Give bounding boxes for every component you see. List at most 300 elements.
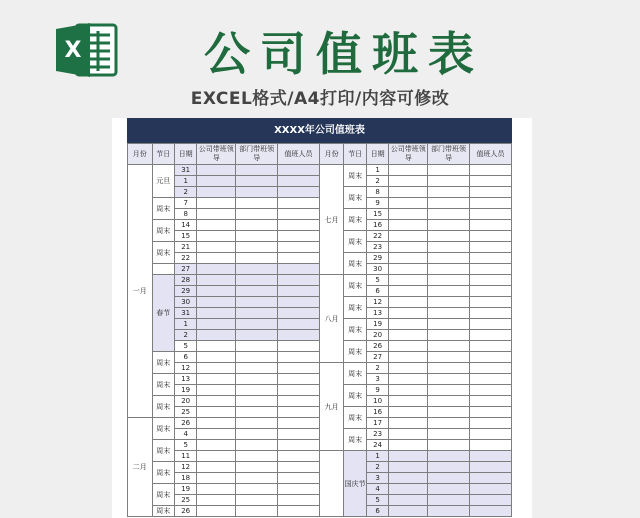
holiday-cell: 周末 <box>152 374 174 396</box>
date-cell: 2 <box>174 330 196 341</box>
company-leader-cell[interactable] <box>197 231 236 242</box>
duty-staff-cell[interactable] <box>469 363 511 374</box>
date-cell: 10 <box>366 396 388 407</box>
company-leader-cell[interactable] <box>389 418 428 429</box>
dept-leader-cell[interactable] <box>236 374 278 385</box>
duty-staff-cell[interactable] <box>278 275 320 286</box>
dept-leader-cell[interactable] <box>428 495 470 506</box>
company-leader-cell[interactable] <box>389 440 428 451</box>
excel-logo-icon <box>54 21 118 79</box>
company-leader-cell[interactable] <box>389 407 428 418</box>
dept-leader-cell[interactable] <box>428 484 470 495</box>
dept-leader-cell[interactable] <box>236 451 278 462</box>
company-leader-cell[interactable] <box>389 385 428 396</box>
duty-staff-cell[interactable] <box>278 462 320 473</box>
company-leader-cell[interactable] <box>197 506 236 517</box>
header-cell: 月份 <box>319 144 344 165</box>
date-cell: 3 <box>366 374 388 385</box>
date-cell: 22 <box>366 231 388 242</box>
duty-staff-cell[interactable] <box>278 330 320 341</box>
month-cell: 七月 <box>319 165 344 275</box>
dept-leader-cell[interactable] <box>236 407 278 418</box>
company-leader-cell[interactable] <box>389 187 428 198</box>
dept-leader-cell[interactable] <box>236 440 278 451</box>
duty-staff-cell[interactable] <box>278 286 320 297</box>
duty-staff-cell[interactable] <box>278 231 320 242</box>
company-leader-cell[interactable] <box>389 264 428 275</box>
duty-staff-cell[interactable] <box>469 506 511 517</box>
date-cell: 17 <box>366 418 388 429</box>
dept-leader-cell[interactable] <box>428 363 470 374</box>
company-leader-cell[interactable] <box>389 352 428 363</box>
date-cell: 30 <box>174 297 196 308</box>
date-cell: 21 <box>174 242 196 253</box>
holiday-cell: 周末 <box>344 187 366 209</box>
dept-leader-cell[interactable] <box>428 407 470 418</box>
date-cell: 20 <box>366 330 388 341</box>
duty-staff-cell[interactable] <box>469 352 511 363</box>
date-cell: 4 <box>174 429 196 440</box>
date-cell: 7 <box>174 198 196 209</box>
date-cell: 19 <box>366 319 388 330</box>
company-leader-cell[interactable] <box>389 396 428 407</box>
duty-staff-cell[interactable] <box>278 209 320 220</box>
holiday-cell: 周末 <box>152 220 174 242</box>
dept-leader-cell[interactable] <box>236 253 278 264</box>
duty-staff-cell[interactable] <box>469 440 511 451</box>
duty-staff-cell[interactable] <box>278 176 320 187</box>
duty-staff-cell[interactable] <box>278 319 320 330</box>
dept-leader-cell[interactable] <box>428 341 470 352</box>
company-leader-cell[interactable] <box>389 506 428 517</box>
date-cell: 5 <box>366 495 388 506</box>
duty-staff-cell[interactable] <box>469 385 511 396</box>
dept-leader-cell[interactable] <box>236 264 278 275</box>
company-leader-cell[interactable] <box>389 319 428 330</box>
date-cell: 16 <box>366 407 388 418</box>
dept-leader-cell[interactable] <box>428 209 470 220</box>
date-cell: 2 <box>366 363 388 374</box>
holiday-cell: 周末 <box>152 198 174 220</box>
date-cell: 9 <box>366 385 388 396</box>
duty-staff-cell[interactable] <box>469 176 511 187</box>
date-cell: 29 <box>366 253 388 264</box>
dept-leader-cell[interactable] <box>236 363 278 374</box>
duty-staff-cell[interactable] <box>469 484 511 495</box>
duty-staff-cell[interactable] <box>278 297 320 308</box>
date-cell: 8 <box>366 187 388 198</box>
company-leader-cell[interactable] <box>389 253 428 264</box>
company-leader-cell[interactable] <box>389 297 428 308</box>
date-cell: 4 <box>366 484 388 495</box>
dept-leader-cell[interactable] <box>236 165 278 176</box>
dept-leader-cell[interactable] <box>428 187 470 198</box>
dept-leader-cell[interactable] <box>236 209 278 220</box>
duty-staff-cell[interactable] <box>469 253 511 264</box>
company-leader-cell[interactable] <box>197 407 236 418</box>
table-row <box>128 165 512 176</box>
duty-staff-cell[interactable] <box>469 330 511 341</box>
dept-leader-cell[interactable] <box>236 308 278 319</box>
dept-leader-cell[interactable] <box>428 440 470 451</box>
duty-staff-cell[interactable] <box>278 418 320 429</box>
dept-leader-cell[interactable] <box>236 385 278 396</box>
duty-staff-cell[interactable] <box>469 418 511 429</box>
dept-leader-cell[interactable] <box>428 385 470 396</box>
date-cell: 31 <box>174 165 196 176</box>
date-cell: 13 <box>366 308 388 319</box>
company-leader-cell[interactable] <box>197 264 236 275</box>
dept-leader-cell[interactable] <box>236 176 278 187</box>
duty-staff-cell[interactable] <box>469 187 511 198</box>
table-header-row <box>128 144 512 165</box>
company-leader-cell[interactable] <box>389 165 428 176</box>
holiday-cell: 春节 <box>152 275 174 352</box>
company-leader-cell[interactable] <box>197 308 236 319</box>
duty-staff-cell[interactable] <box>469 286 511 297</box>
company-leader-cell[interactable] <box>197 297 236 308</box>
dept-leader-cell[interactable] <box>236 352 278 363</box>
duty-staff-cell[interactable] <box>469 451 511 462</box>
date-cell: 8 <box>174 209 196 220</box>
company-leader-cell[interactable] <box>197 176 236 187</box>
holiday-cell: 周末 <box>344 385 366 407</box>
date-cell: 12 <box>174 363 196 374</box>
date-cell: 14 <box>174 220 196 231</box>
date-cell: 15 <box>366 209 388 220</box>
company-leader-cell[interactable] <box>389 484 428 495</box>
dept-leader-cell[interactable] <box>428 330 470 341</box>
date-cell: 29 <box>174 286 196 297</box>
holiday-cell: 周末 <box>152 462 174 484</box>
date-cell: 12 <box>174 462 196 473</box>
duty-staff-cell[interactable] <box>469 297 511 308</box>
date-cell: 15 <box>174 231 196 242</box>
company-leader-cell[interactable] <box>197 374 236 385</box>
duty-staff-cell[interactable] <box>278 473 320 484</box>
duty-staff-cell[interactable] <box>278 187 320 198</box>
company-leader-cell[interactable] <box>197 330 236 341</box>
dept-leader-cell[interactable] <box>428 429 470 440</box>
page-subtitle: EXCEL格式/A4打印/内容可修改 <box>190 89 450 109</box>
holiday-cell: 周末 <box>152 506 174 517</box>
header-cell: 日期 <box>174 144 196 165</box>
company-leader-cell[interactable] <box>389 451 428 462</box>
table-body <box>128 165 512 517</box>
company-leader-cell[interactable] <box>197 451 236 462</box>
company-leader-cell[interactable] <box>389 363 428 374</box>
date-cell: 27 <box>366 352 388 363</box>
date-cell: 22 <box>174 253 196 264</box>
duty-staff-cell[interactable] <box>278 440 320 451</box>
company-leader-cell[interactable] <box>389 341 428 352</box>
company-leader-cell[interactable] <box>197 363 236 374</box>
dept-leader-cell[interactable] <box>236 429 278 440</box>
company-leader-cell[interactable] <box>197 198 236 209</box>
month-cell: 九月 <box>319 363 344 451</box>
company-leader-cell[interactable] <box>389 374 428 385</box>
dept-leader-cell[interactable] <box>236 220 278 231</box>
date-cell: 2 <box>366 176 388 187</box>
dept-leader-cell[interactable] <box>236 198 278 209</box>
duty-staff-cell[interactable] <box>278 374 320 385</box>
header-cell: 节日 <box>344 144 366 165</box>
dept-leader-cell[interactable] <box>236 462 278 473</box>
company-leader-cell[interactable] <box>389 462 428 473</box>
holiday-cell: 周末 <box>152 440 174 462</box>
dept-leader-cell[interactable] <box>236 341 278 352</box>
duty-staff-cell[interactable] <box>469 473 511 484</box>
company-leader-cell[interactable] <box>197 187 236 198</box>
duty-staff-cell[interactable] <box>278 451 320 462</box>
page-title: 公司值班表 <box>204 27 484 81</box>
dept-leader-cell[interactable] <box>428 242 470 253</box>
holiday-cell: 周末 <box>152 396 174 418</box>
date-cell: 6 <box>366 506 388 517</box>
date-cell: 6 <box>174 352 196 363</box>
company-leader-cell[interactable] <box>197 440 236 451</box>
header-cell: 公司带班领导 <box>389 144 428 165</box>
dept-leader-cell[interactable] <box>428 165 470 176</box>
company-leader-cell[interactable] <box>389 176 428 187</box>
dept-leader-cell[interactable] <box>236 396 278 407</box>
duty-staff-cell[interactable] <box>278 484 320 495</box>
duty-staff-cell[interactable] <box>278 495 320 506</box>
dept-leader-cell[interactable] <box>428 352 470 363</box>
duty-staff-cell[interactable] <box>469 495 511 506</box>
dept-leader-cell[interactable] <box>236 330 278 341</box>
dept-leader-cell[interactable] <box>236 506 278 517</box>
company-leader-cell[interactable] <box>197 495 236 506</box>
company-leader-cell[interactable] <box>389 330 428 341</box>
dept-leader-cell[interactable] <box>428 451 470 462</box>
date-cell: 1 <box>174 176 196 187</box>
header-cell: 值班人员 <box>278 144 320 165</box>
holiday-cell: 元旦 <box>152 165 174 198</box>
month-cell: 一月 <box>128 165 153 418</box>
dept-leader-cell[interactable] <box>236 319 278 330</box>
company-leader-cell[interactable] <box>389 242 428 253</box>
date-cell: 3 <box>366 473 388 484</box>
holiday-cell: 周末 <box>344 253 366 275</box>
date-cell: 5 <box>174 440 196 451</box>
date-cell: 5 <box>174 341 196 352</box>
dept-leader-cell[interactable] <box>236 495 278 506</box>
duty-staff-cell[interactable] <box>278 385 320 396</box>
company-leader-cell[interactable] <box>389 209 428 220</box>
date-cell: 5 <box>366 275 388 286</box>
dept-leader-cell[interactable] <box>428 418 470 429</box>
company-leader-cell[interactable] <box>389 275 428 286</box>
duty-staff-cell[interactable] <box>278 429 320 440</box>
company-leader-cell[interactable] <box>197 462 236 473</box>
dept-leader-cell[interactable] <box>428 275 470 286</box>
duty-staff-cell[interactable] <box>278 407 320 418</box>
header-cell: 公司带班领导 <box>197 144 236 165</box>
holiday-cell: 周末 <box>344 297 366 319</box>
duty-staff-cell[interactable] <box>469 341 511 352</box>
dept-leader-cell[interactable] <box>428 308 470 319</box>
company-leader-cell[interactable] <box>197 341 236 352</box>
date-cell: 28 <box>174 275 196 286</box>
date-cell: 12 <box>366 297 388 308</box>
duty-staff-cell[interactable] <box>469 374 511 385</box>
company-leader-cell[interactable] <box>389 286 428 297</box>
month-cell <box>319 451 344 517</box>
duty-staff-cell[interactable] <box>469 396 511 407</box>
company-leader-cell[interactable] <box>389 308 428 319</box>
company-leader-cell[interactable] <box>197 275 236 286</box>
date-cell: 16 <box>366 220 388 231</box>
duty-staff-cell[interactable] <box>278 506 320 517</box>
company-leader-cell[interactable] <box>197 165 236 176</box>
date-cell: 6 <box>366 286 388 297</box>
dept-leader-cell[interactable] <box>236 297 278 308</box>
duty-staff-cell[interactable] <box>469 429 511 440</box>
duty-staff-cell[interactable] <box>469 242 511 253</box>
company-leader-cell[interactable] <box>389 495 428 506</box>
date-cell: 25 <box>174 407 196 418</box>
dept-leader-cell[interactable] <box>428 198 470 209</box>
header-cell: 月份 <box>128 144 153 165</box>
dept-leader-cell[interactable] <box>428 253 470 264</box>
date-cell: 19 <box>174 385 196 396</box>
company-leader-cell[interactable] <box>197 418 236 429</box>
date-cell: 20 <box>174 396 196 407</box>
table-row <box>128 451 512 462</box>
company-leader-cell[interactable] <box>389 198 428 209</box>
company-leader-cell[interactable] <box>197 242 236 253</box>
dept-leader-cell[interactable] <box>236 231 278 242</box>
header-cell: 节日 <box>152 144 174 165</box>
date-cell: 23 <box>366 429 388 440</box>
date-cell: 25 <box>174 495 196 506</box>
duty-staff-cell[interactable] <box>469 319 511 330</box>
month-cell: 二月 <box>128 418 153 517</box>
company-leader-cell[interactable] <box>197 352 236 363</box>
date-cell: 26 <box>174 418 196 429</box>
duty-staff-cell[interactable] <box>278 165 320 176</box>
dept-leader-cell[interactable] <box>428 220 470 231</box>
company-leader-cell[interactable] <box>197 473 236 484</box>
date-cell: 26 <box>174 506 196 517</box>
holiday-cell: 周末 <box>344 231 366 253</box>
header-cell: 部门带班领导 <box>236 144 278 165</box>
company-leader-cell[interactable] <box>389 220 428 231</box>
date-cell: 2 <box>174 187 196 198</box>
dept-leader-cell[interactable] <box>428 374 470 385</box>
dept-leader-cell[interactable] <box>428 462 470 473</box>
holiday-cell: 周末 <box>344 341 366 363</box>
header-cell: 部门带班领导 <box>428 144 470 165</box>
holiday-cell: 周末 <box>344 319 366 341</box>
duty-staff-cell[interactable] <box>278 242 320 253</box>
company-leader-cell[interactable] <box>197 429 236 440</box>
duty-staff-cell[interactable] <box>469 407 511 418</box>
dept-leader-cell[interactable] <box>236 473 278 484</box>
company-leader-cell[interactable] <box>197 253 236 264</box>
duty-staff-cell[interactable] <box>278 352 320 363</box>
dept-leader-cell[interactable] <box>428 396 470 407</box>
holiday-cell: 周末 <box>152 418 174 440</box>
duty-staff-cell[interactable] <box>469 220 511 231</box>
duty-table-wrapper <box>127 118 512 517</box>
holiday-cell: 周末 <box>152 242 174 264</box>
duty-staff-cell[interactable] <box>278 253 320 264</box>
company-leader-cell[interactable] <box>197 319 236 330</box>
dept-leader-cell[interactable] <box>428 297 470 308</box>
duty-staff-cell[interactable] <box>469 264 511 275</box>
date-cell: 1 <box>174 319 196 330</box>
dept-leader-cell[interactable] <box>236 286 278 297</box>
dept-leader-cell[interactable] <box>428 473 470 484</box>
company-leader-cell[interactable] <box>389 473 428 484</box>
company-leader-cell[interactable] <box>197 385 236 396</box>
duty-table <box>127 143 512 517</box>
duty-staff-cell[interactable] <box>278 198 320 209</box>
holiday-cell: 国庆节 <box>344 451 366 517</box>
dept-leader-cell[interactable] <box>236 484 278 495</box>
company-leader-cell[interactable] <box>197 220 236 231</box>
dept-leader-cell[interactable] <box>236 275 278 286</box>
dept-leader-cell[interactable] <box>428 319 470 330</box>
company-leader-cell[interactable] <box>389 231 428 242</box>
duty-staff-cell[interactable] <box>469 209 511 220</box>
table-row <box>128 275 512 286</box>
date-cell: 9 <box>366 198 388 209</box>
dept-leader-cell[interactable] <box>236 418 278 429</box>
company-leader-cell[interactable] <box>389 429 428 440</box>
company-leader-cell[interactable] <box>197 209 236 220</box>
duty-staff-cell[interactable] <box>469 165 511 176</box>
dept-leader-cell[interactable] <box>428 506 470 517</box>
dept-leader-cell[interactable] <box>236 187 278 198</box>
duty-staff-cell[interactable] <box>278 308 320 319</box>
duty-staff-cell[interactable] <box>469 462 511 473</box>
company-leader-cell[interactable] <box>197 286 236 297</box>
duty-staff-cell[interactable] <box>469 275 511 286</box>
date-cell: 1 <box>366 451 388 462</box>
holiday-cell: 周末 <box>344 363 366 385</box>
duty-staff-cell[interactable] <box>278 341 320 352</box>
duty-staff-cell[interactable] <box>278 220 320 231</box>
duty-staff-cell[interactable] <box>469 308 511 319</box>
date-cell: 30 <box>366 264 388 275</box>
duty-staff-cell[interactable] <box>278 363 320 374</box>
company-leader-cell[interactable] <box>197 396 236 407</box>
dept-leader-cell[interactable] <box>236 242 278 253</box>
holiday-cell: 周末 <box>152 484 174 506</box>
date-cell: 26 <box>366 341 388 352</box>
dept-leader-cell[interactable] <box>428 286 470 297</box>
duty-staff-cell[interactable] <box>469 231 511 242</box>
dept-leader-cell[interactable] <box>428 264 470 275</box>
month-cell: 八月 <box>319 275 344 363</box>
dept-leader-cell[interactable] <box>428 231 470 242</box>
header-cell: 值班人员 <box>469 144 511 165</box>
company-leader-cell[interactable] <box>197 484 236 495</box>
date-cell: 13 <box>174 374 196 385</box>
date-cell: 18 <box>174 473 196 484</box>
duty-staff-cell[interactable] <box>278 264 320 275</box>
date-cell: 19 <box>174 484 196 495</box>
dept-leader-cell[interactable] <box>428 176 470 187</box>
date-cell: 1 <box>366 165 388 176</box>
holiday-cell: 周末 <box>344 275 366 297</box>
duty-staff-cell[interactable] <box>469 198 511 209</box>
header-cell: 日期 <box>366 144 388 165</box>
duty-staff-cell[interactable] <box>278 396 320 407</box>
